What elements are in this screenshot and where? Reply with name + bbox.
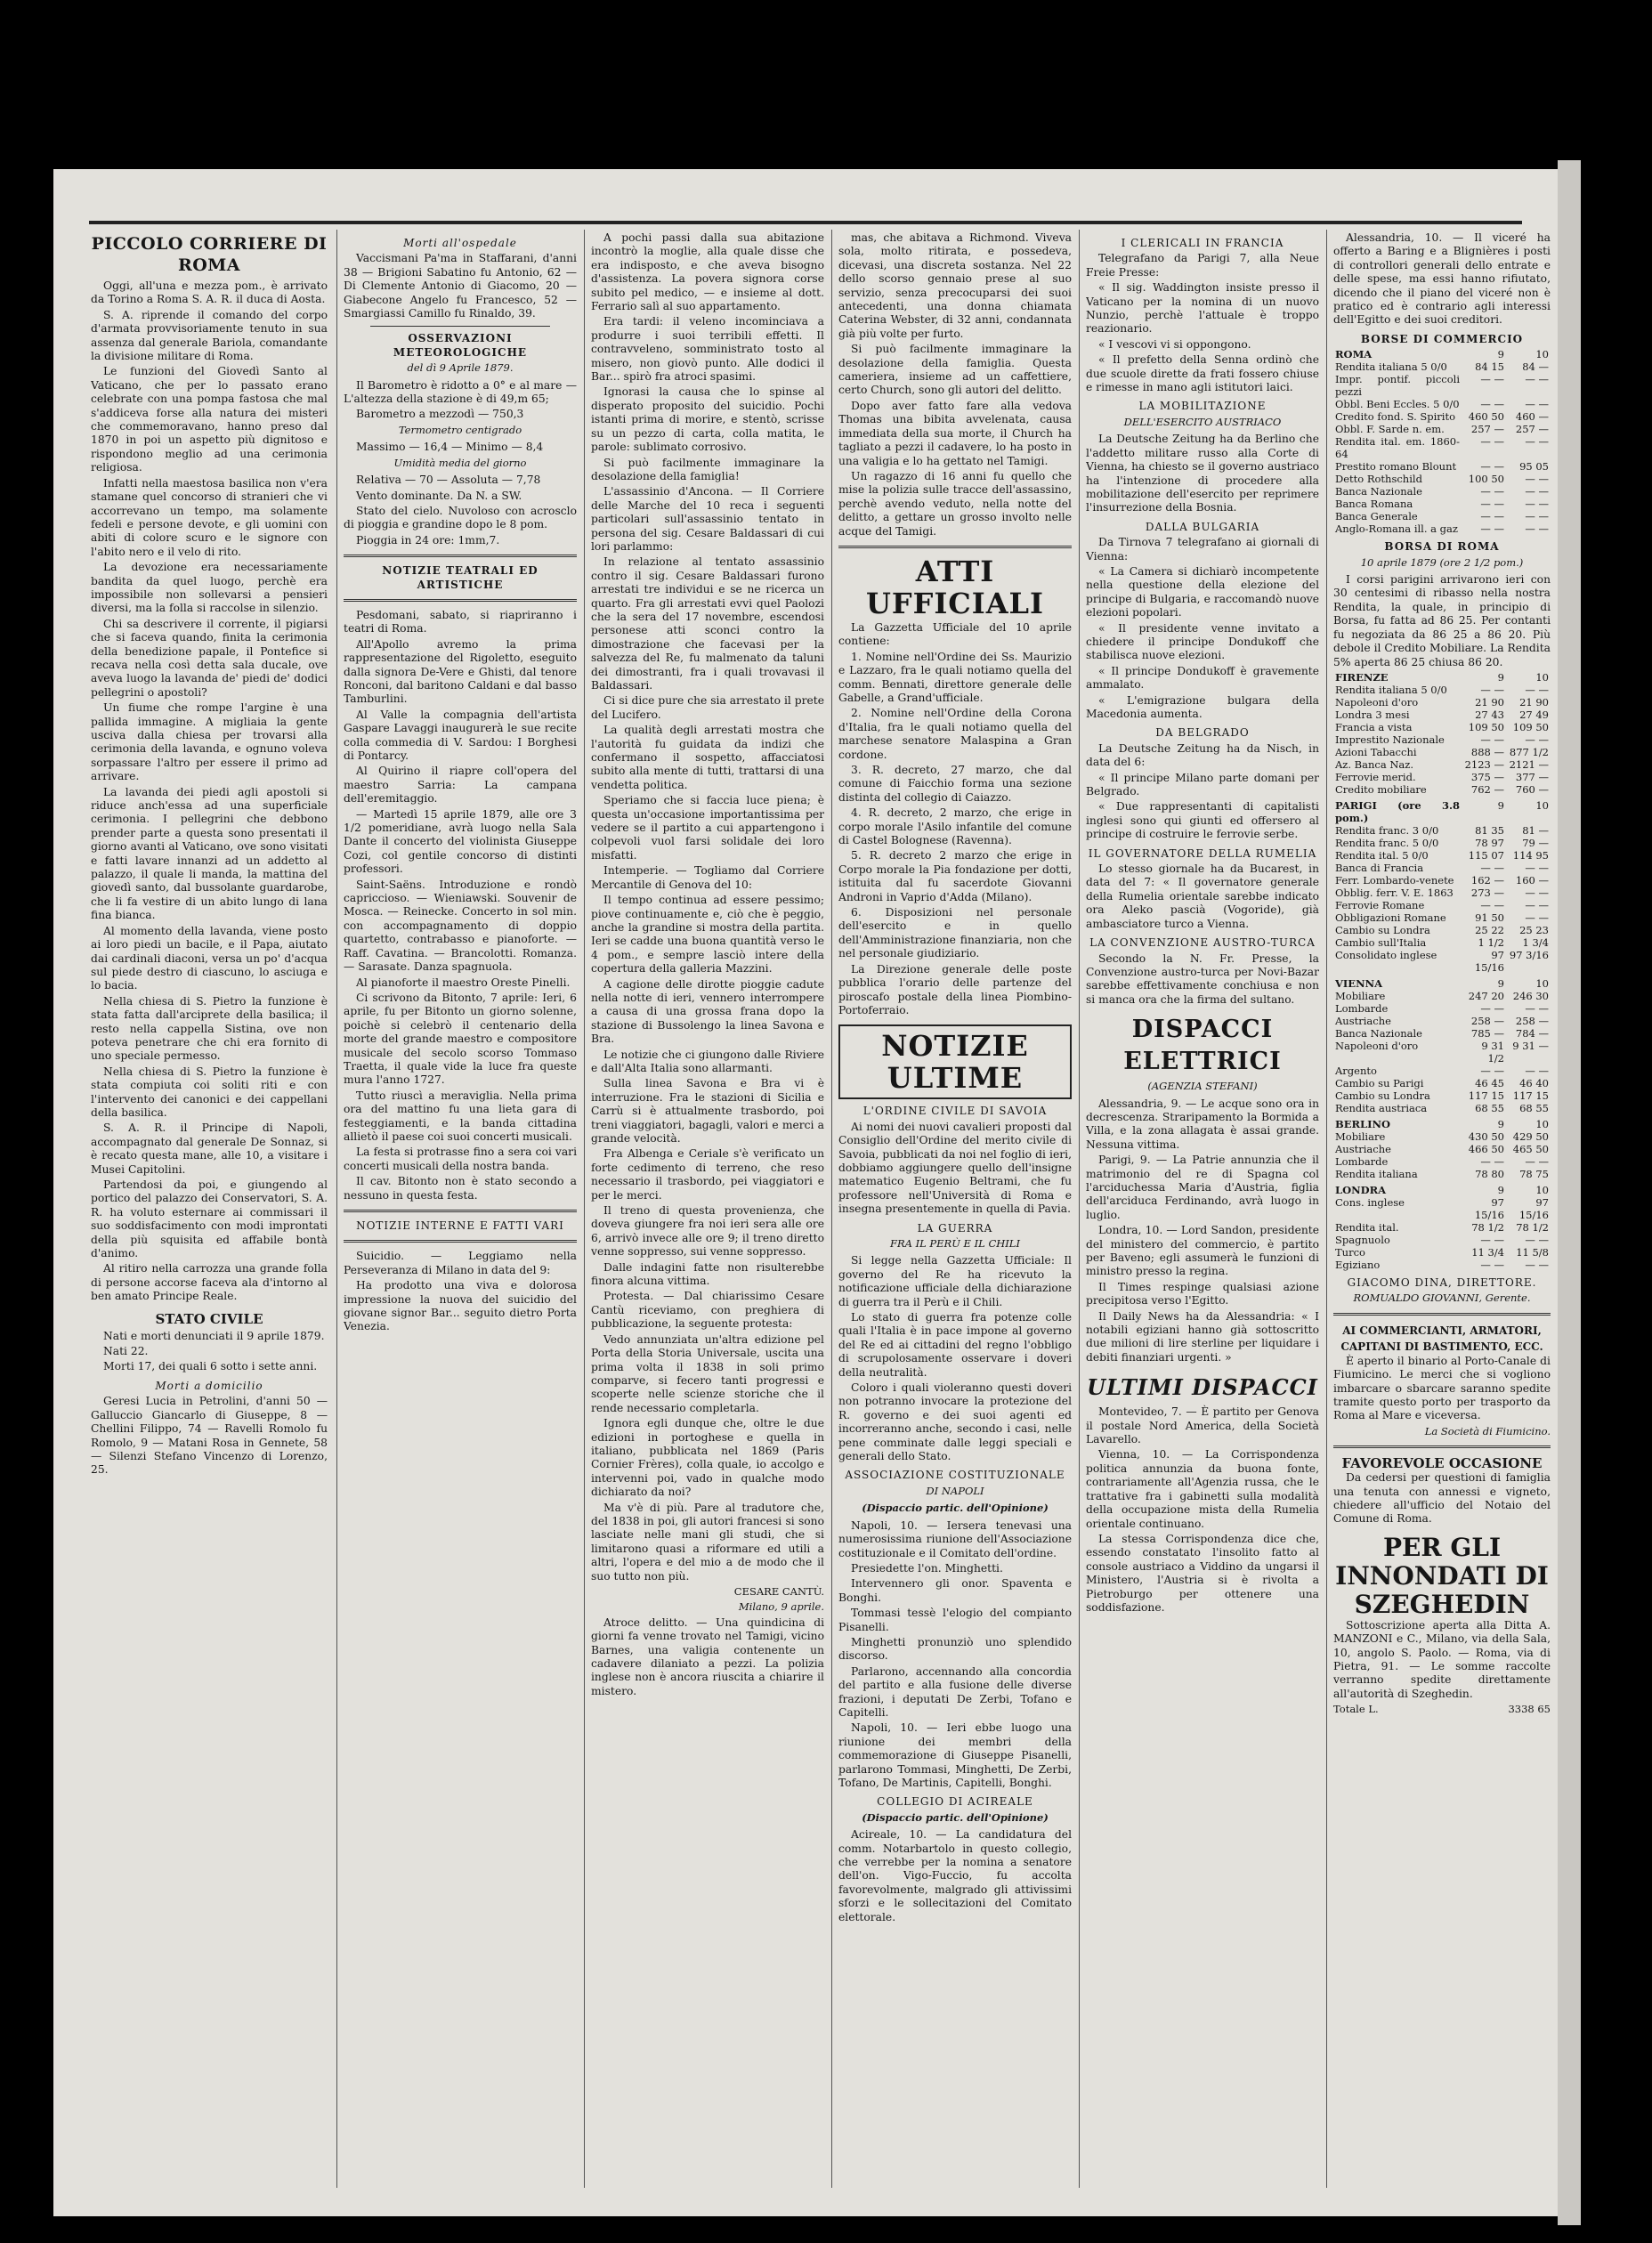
paragraph: 3. R. decreto, 27 marzo, che dal comune di Faicchio forma una sezione distinta del collegio di Caiazzo.: [838, 764, 1072, 804]
section-title: I CLERICALI IN FRANCIA: [1121, 237, 1284, 249]
table-row: Banca Generale — — — —: [1335, 510, 1549, 523]
top-rule: [89, 221, 1522, 224]
paragraph: La Gazzetta Ufficiale del 10 aprile contiene:: [838, 620, 1072, 648]
section-title: NOTIZIE INTERNE E FATTI VARI: [356, 1219, 564, 1232]
table-row: Cambio su Londra 25 22 25 23: [1335, 923, 1549, 936]
table-header: 9: [1497, 1183, 1504, 1196]
paragraph: Nella chiesa di S. Pietro la funzione è stata fatta dall'arciprete della basilica; il resto nella cappella Sistina, ove non poteva penetrare che chi era fornito di uno speciale permesso.: [91, 994, 328, 1063]
section-title: DALLA BULGARIA: [1145, 520, 1260, 533]
table-row: Obbl. F. Sarde n. em. 257 — 257 —: [1335, 423, 1549, 436]
paragraph: Parigi, 9. — La Patrie annunzia che il matrimonio del re di Spagna col l'arciduchessa Maria d'Austria, figlia dell'arciduca Ferdinando, avrà luogo in luglio.: [1086, 1154, 1319, 1221]
table-row: Impr. pontif. piccoli pezzi — — — —: [1335, 373, 1549, 399]
newspaper-page: [53, 169, 1558, 2216]
section-title: LA MOBILITAZIONE: [1138, 400, 1267, 413]
section-title: DISPACCI ELETTRICI: [1123, 1016, 1282, 1076]
subheading: del dì 9 Aprile 1879.: [407, 361, 514, 375]
paragraph: Atroce delitto. — Una quindicina di giorni fa venne trovato nel Tamigi, vicino Barnes, una valigia contenente un cadavere dilaniato a pezzi. La polizia inglese non è ancora riuscita a chiarire il mistero.: [591, 1615, 824, 1697]
ad-title: AI COMMERCIANTI, ARMATORI, CAPITANI DI BASTIMENTO, ECC.: [1340, 1324, 1543, 1353]
paragraph: Coloro i quali violeranno questi doveri non potranno invocare la protezione del R. governo e dei suoi agenti ed incorreranno anche, secondo i casi, nelle pene comminate dalle leggi speciali e generali dello Stato.: [838, 1381, 1072, 1463]
paragraph: Montevideo, 7. — È partito per Genova il postale Nord America, della Società Lavarello.: [1086, 1405, 1319, 1446]
director-line: GIACOMO DINA, DIRETTORE.: [1347, 1275, 1537, 1289]
table-row: Rendita austriaca 68 55 68 55: [1335, 1101, 1549, 1114]
paragraph: Alessandria, 9. — Le acque sono ora in decrescenza. Straripamento la Bormida a Villa, e la zona allagata è assai grande. Nessuna vittima.: [1086, 1097, 1319, 1151]
table-row: Spagnuolo — — — —: [1335, 1233, 1549, 1246]
section-title: ULTIMI DISPACCI: [1087, 1374, 1318, 1401]
table-header: ROMA: [1335, 348, 1373, 361]
paragraph: Da Tirnova 7 telegrafano ai giornali di Vienna:: [1086, 536, 1319, 563]
column-divider: [1326, 230, 1327, 2188]
paragraph: « Due rappresentanti di capitalisti inglesi sono qui giunti ed offersero al principe di costruire le ferrovie serbe.: [1086, 800, 1319, 841]
table-row: Lombarde — — — —: [1335, 1001, 1549, 1015]
section-title: NOTIZIE ULTIME: [838, 1024, 1072, 1099]
signature: CESARE CANTÙ.: [733, 1585, 824, 1598]
paragraph: Vedo annunziata un'altra edizione pel Porta della Storia Universale, uscita una prima volta il 1838 in soli primo comparve, si fecero tanti progressi e scoperte nelle scienze storiche che il rende necessario completarla.: [591, 1332, 824, 1414]
paragraph: A cagione delle dirotte pioggie cadute nella notte di ieri, vennero interrompere a causa di una grossa frana dopo la stazione di Bussolengo la linea Savona e Bra.: [591, 977, 824, 1046]
paragraph: Barometro a mezzodì — 750,3: [356, 408, 524, 421]
paragraph: La lavanda dei piedi agli apostoli si riduce anch'essa ad una superficiale cerimonia. I pellegrini che debbono prender parte a questa sono presentati il giorno avanti al Vaticano, ove sono visitati e fatti lavare innanzi ad un addetto al palazzo, il quale li manda, la mattina del giovedì santo, dal bussolante guardarobe, che li fa vestire di un abito lungo di lana fina bianca.: [91, 785, 328, 922]
table-row: Cambio su Parigi 46 45 46 40: [1335, 1076, 1549, 1089]
ad-signature: La Società di Fiumicino.: [1424, 1424, 1551, 1437]
paragraph: « I vescovi vi si oppongono.: [1098, 337, 1251, 351]
table-header: 9: [1497, 798, 1504, 812]
subheading: (Dispaccio partic. dell'Opinione): [862, 1810, 1049, 1824]
table-row: Banca Nazionale — — — —: [1335, 485, 1549, 498]
table-header: 10: [1535, 348, 1549, 361]
paragraph: Ci scrivono da Bitonto, 7 aprile: Ieri, 6 aprile, fu per Bitonto un giorno solenne, poichè si celebrò il centenario della morte del grande maestro e compositore musicale del secolo scorso Tommaso Traetta, il quale vide la luce fra queste mura l'anno 1727.: [344, 991, 577, 1087]
ad-title: FAVOREVOLE OCCASIONE: [1341, 1455, 1543, 1472]
section-title: IL GOVERNATORE DELLA RUMELIA: [1088, 846, 1317, 860]
paragraph: Ignora egli dunque che, oltre le due edizioni in portoghese e quella in italiano, pubblicata nel 1869 (Paris Cornier Frères), colla quale, io accolgo e intervenni poi, vado in qualche modo dichiarato da noi?: [591, 1417, 824, 1499]
table-row: Mobiliare 247 20 246 30: [1335, 989, 1549, 1002]
paragraph: Nati e morti denunciati il 9 aprile 1879.: [103, 1329, 325, 1342]
column-divider: [1079, 230, 1080, 2188]
paragraph: Partendosi da poi, e giungendo al portico del palazzo dei Conservatori, S. A. R. ha voluto esternare ai commissari il suo soddisfacimento con modi improntati della più squisita ed affabile bontà d'animo.: [91, 1178, 328, 1260]
paragraph: Saint-Saëns. Introduzione e rondò capriccioso. — Wieniawski. Souvenir de Mosca. — Reinecke. Concerto in sol min. con accompagnamento di doppio quartetto, contrabasso e pianoforte. — Raff. Cavatina. — Brancolotti. Romanza. — Sarasate. Danza spagnuola.: [344, 878, 577, 974]
table-row: Francia a vista 109 50 109 50: [1335, 720, 1549, 733]
table-row: Napoleoni d'oro 21 90 21 90: [1335, 695, 1549, 709]
table-row: Rendita italiana 5 0/0 84 15 84 —: [1335, 360, 1549, 374]
paragraph: Al pianoforte il maestro Oreste Pinelli.: [356, 976, 571, 989]
subheading: FRA IL PERÙ E IL CHILI: [889, 1236, 1020, 1250]
paragraph: Era tardi: il veleno incominciava a produrre i suoi terribili effetti. Il contravveleno, somministrato tosto al misero, non giovò punto. Alle dodici il Bar... spirò fra atroci spasimi.: [591, 315, 824, 384]
paragraph: La Deutsche Zeitung ha da Nisch, in data del 6:: [1086, 741, 1319, 769]
column-divider: [336, 230, 337, 2188]
paragraph: Sulla linea Savona e Bra vi è interruzione. Fra le stazioni di Sicilia e Carrù si è attualmente trasbordo, poi treni viaggiatori, bagagli, valori e merci a grande velocità.: [591, 1077, 824, 1145]
paragraph: Lo stato di guerra fra potenze colle quali l'Italia è in pace impone al governo del Re ed ai cittadini del regno l'obbligo di scrupolosamente osservare i doveri della neutralità.: [838, 1311, 1072, 1379]
column-3: [591, 231, 824, 2190]
paragraph: All'Apollo avremo la prima rappresentazione del Rigoletto, eseguito dalla signora De-Vere e Ghisti, dal tenore Ronconi, dal baritono Caldani e dal basso Tamburlini.: [344, 637, 577, 706]
paragraph: Un fiume che rompe l'argine è una pallida immagine. A migliaia la gente usciva dalla chiesa per trovarsi alla cerimonia della lavanda, e ognuno voleva sorpassare l'altro per essere il primo ad arrivare.: [91, 701, 328, 783]
paragraph: Napoli, 10. — Iersera tenevasi una numerosissima riunione dell'Associazione costituzionale e il Comitato dell'ordine.: [838, 1518, 1072, 1559]
table-header: 9: [1497, 348, 1504, 361]
section-title: ATTI UFFICIALI: [865, 554, 1045, 620]
table-header: 10: [1535, 976, 1549, 990]
total-line: [1333, 1703, 1551, 1716]
table-header: BERLINO: [1335, 1117, 1391, 1130]
paragraph: Acireale, 10. — La candidatura del comm. Notarbartolo in questo collegio, che verrebbe per la nomina a senatore dell'on. Vigo-Fuccio, fu accolta favorevolmente, malgrado gli attivissimi sforzi e le sollecitazioni del Comitato elettorale.: [838, 1828, 1072, 1923]
quotes-table-berlino: [1333, 1118, 1551, 1180]
table-row: Consolidato inglese 97 15/16 97 3/16: [1335, 948, 1549, 974]
quotes-table-londra: [1333, 1184, 1551, 1271]
section-title: BORSE DI COMMERCIO: [1360, 332, 1524, 345]
double-rule: [344, 1210, 577, 1212]
paragraph: La devozione era necessariamente bandita da quel luogo, perchè era impossibile non sollevarsi a pensieri diversi, ma la folla si raccolse in silenzio.: [91, 561, 328, 615]
paragraph: Al ritiro nella carrozza una grande folla di persone accorse faceva ala d'intorno al ben amato Principe Reale.: [91, 1262, 328, 1303]
paragraph: Protesta. — Dal chiarissimo Cesare Cantù riceviamo, con preghiera di pubblicazione, la seguente protesta:: [591, 1290, 824, 1331]
subheading: (Dispaccio partic. dell'Opinione): [862, 1502, 1049, 1515]
section-title: PICCOLO CORRIERE DI ROMA: [91, 234, 328, 275]
table-row: Ferrovie merid. 375 — 377 —: [1335, 770, 1549, 783]
paragraph: Il Times respinge qualsiasi azione precipitosa verso l'Egitto.: [1086, 1280, 1319, 1308]
paragraph: mas, che abitava a Richmond. Viveva sola, molto ritirata, e possedeva, dicevasi, una discreta sostanza. Nel 22 dello scorso gennaio prese al suo servizio, senza precocuparsi dei suoi antecedenti, una donna chiamata Caterina Webster, di 32 anni, condannata già più volte per furto.: [838, 231, 1072, 340]
double-rule: [344, 555, 577, 557]
quotes-table-roma: [1333, 348, 1551, 535]
paragraph: In relazione al tentato assassinio contro il sig. Cesare Baldassari furono arrestati tre individui e se ne ricerca un quarto. Fra gli arrestati evvi quel Paolozi che la sera del 17 novembre, escendosi personese atti sconci contro la dimostrazione che facevasi per la salvezza del Re, fu malmenato da taluni dei dimostranti, fra i quali trovavasi il Baldassari.: [591, 555, 824, 692]
table-header: VIENNA: [1335, 976, 1383, 990]
paragraph: Parlarono, accennando alla concordia del partito e alla fusione delle diverse frazioni, i deputati De Zerbi, Tofano e Capitelli.: [838, 1664, 1072, 1719]
ad-text: È aperto il binario al Porto-Canale di Fiumicino. Le merci che si vogliono imbarcare o sbarcare saranno spedite tramite questo porto per trasporto da Roma al Mare e viceversa.: [1333, 1354, 1551, 1422]
paragraph: Il Barometro è ridotto a 0° e al mare — L'altezza della stazione è di 49,m 65;: [344, 378, 577, 406]
subheading: Morti all'ospedale: [403, 237, 517, 249]
column-4: [838, 231, 1072, 2190]
paragraph: Londra, 10. — Lord Sandon, presidente del ministero del commercio, è partito per Baveno; egli assumerà le funzioni di ministro presso la regina.: [1086, 1224, 1319, 1278]
paragraph: Intemperie. — Togliamo dal Corriere Mercantile di Genova del 10:: [591, 864, 824, 891]
paragraph: Al Valle la compagnia dell'artista Gaspare Lavaggi inaugurerà le sue recite colla commedia di V. Sardou: I Borghesi di Pontarcy.: [344, 708, 577, 762]
section-title: NOTIZIE TEATRALI ED ARTISTICHE: [382, 564, 539, 591]
paragraph: Geresi Lucia in Petrolini, d'anni 50 — Galluccio Giancarlo di Giuseppe, 8 — Chellini Filippo, 74 — Ravelli Romolo fu Romolo, 9 — Matani Rosa in Gennete, 58 — Silenzi Stefano Vincenzo di Lorenzo, 25.: [91, 1395, 328, 1477]
subheading: LA GUERRA: [917, 1221, 993, 1235]
paragraph: 6. Disposizioni nel personale dell'esercito e in quello dell'Amministrazione finanziaria, non che nel personale giudiziario.: [838, 906, 1072, 960]
subheading: (AGENZIA STEFANI): [1147, 1080, 1258, 1093]
paragraph: La Direzione generale delle poste pubblica l'orario delle partenze del piroscafo postale della linea Piombino-Portoferraio.: [838, 962, 1072, 1016]
table-row: Ferr. Lombardo-venete 162 — 160 —: [1335, 873, 1549, 887]
paragraph: « Il principe Dondukoff è gravemente ammalato.: [1086, 664, 1319, 692]
paragraph: 1. Nomine nell'Ordine dei Ss. Maurizio e Lazzaro, fra le quali notiamo quella del comm. Bennati, direttore generale delle Gabelle, a Grand'ufficiale.: [838, 650, 1072, 704]
column-divider: [584, 230, 585, 2188]
paragraph: S. A. R. il Principe di Napoli, accompagnato dal generale De Sonnaz, si è recato questa mane, alle 10, a visitare i Musei Capitolini.: [91, 1122, 328, 1176]
table-row: Rendita italiana 78 80 78 75: [1335, 1167, 1549, 1180]
table-row: Cambio sull'Italia 1 1/2 1 3/4: [1335, 935, 1549, 949]
total-label: Totale L.: [1333, 1703, 1379, 1716]
table-row: Rendita ital. 5 0/0 115 07 114 95: [1335, 848, 1549, 862]
table-row: Az. Banca Naz. 2123 — 2121 —: [1335, 757, 1549, 771]
table-row: Rendita ital. em. 1860-64 — — — —: [1335, 435, 1549, 461]
paragraph: Si può facilmente immaginare la desolazione della famiglia!: [591, 456, 824, 482]
subheading: Umidità media del giorno: [393, 456, 527, 469]
section-title: DA BELGRADO: [1155, 726, 1250, 740]
paragraph: Oggi, all'una e mezza pom., è arrivato da Torino a Roma S. A. R. il duca di Aosta.: [91, 279, 328, 306]
table-row: Rendita franc. 3 0/0 81 35 81 —: [1335, 823, 1549, 837]
subheading: 10 aprile 1879 (ore 2 1/2 pom.): [1360, 555, 1524, 569]
paragraph: Al Quirino il riapre coll'opera del maestro Sarria: La campana dell'eremitaggio.: [344, 765, 577, 806]
section-title: LA CONVENZIONE AUSTRO-TURCA: [1089, 936, 1316, 950]
paragraph: Alessandria, 10. — Il viceré ha offerto a Baring e a Blignières i posti di controllori generali dello entrate e delle spese, ma essi hanno rifiutato, dicendo che il piano del viceré non è pratico ed è contrario agli interessi dell'Egitto e dei suoi creditori.: [1333, 231, 1551, 327]
table-row: Obbl. Beni Eccles. 5 0/0 — — — —: [1335, 398, 1549, 411]
table-row: Argento — — — —: [1335, 1064, 1549, 1077]
paragraph: La festa si protrasse fino a sera coi vari concerti musicali della nostra banda.: [344, 1146, 577, 1172]
double-rule: [344, 599, 577, 602]
subheading: ASSOCIAZIONE COSTITUZIONALE: [845, 1469, 1065, 1482]
paragraph: 5. R. decreto 2 marzo che erige in Corpo morale la Pia fondazione per dotti, istituita dal fu sacerdote Giovanni Androni in Vaprio d'Adda (Milano).: [838, 849, 1072, 903]
table-header: 10: [1535, 670, 1549, 684]
table-row: Cons. inglese 97 15/16 97 15/16: [1335, 1195, 1549, 1221]
paragraph: Napoli, 10. — Ieri ebbe luogo una riunione dei membri della commemorazione di Giuseppe Pisanelli, parlarono Tommasi, Minghetti, De Zerbi, Tofano, De Martinis, Capitelli, Bonghi.: [838, 1721, 1072, 1789]
paragraph: Vento dominante. Da N. a SW.: [356, 489, 522, 502]
ad-text: Sottoscrizione aperta alla Ditta A. MANZONI e C., Milano, via della Sala, 10, angolo S. Paolo. — Roma, via di Pietra, 91. — Le somme raccolte verranno spedite direttamente all'autorità di Szeghedin.: [1333, 1618, 1551, 1700]
paragraph: Secondo la N. Fr. Presse, la Convenzione austro-turca per Novi-Bazar sarebbe effettivamente conchiusa e non si manca ora che la firma del sultano.: [1086, 951, 1319, 1006]
double-rule: [1333, 1313, 1551, 1316]
paragraph: Pioggia in 24 ore: 1mm,7.: [356, 533, 500, 547]
total-value: 3338 65: [1508, 1703, 1551, 1716]
table-header: LONDRA: [1335, 1183, 1387, 1196]
column-divider: [831, 230, 832, 2188]
column-1: [91, 231, 328, 2190]
paragraph: S. A. riprende il comando del corpo d'armata provvisoriamente tenuto in sua assenza dal generale Bariola, comandante la divisione militare di Roma.: [91, 308, 328, 363]
ad-text: Da cedersi per questioni di famiglia una tenuta con annessi e vigneto, chiedere all'ufficio del Notaio del Comune di Roma.: [1333, 1471, 1551, 1526]
paragraph: Intervennero gli onor. Spaventa e Bonghi.: [838, 1577, 1072, 1604]
paragraph: « Il principe Milano parte domani per Belgrado.: [1086, 771, 1319, 798]
paragraph: Tutto riuscì a meraviglia. Nella prima ora del mattino fu una lieta gara di festeggiamenti, e la banda cittadina allietò il paese coi suoi concerti musicali.: [344, 1089, 577, 1143]
table-row: Azioni Tabacchi 888 — 877 1/2: [1335, 745, 1549, 758]
paragraph: Si legge nella Gazzetta Ufficiale: Il governo del Re ha ricevuto la notificazione ufficiale della dichiarazione di guerra tra il Perù e il Chili.: [838, 1254, 1072, 1308]
table-row: Imprestito Nazionale — — — —: [1335, 733, 1549, 746]
paragraph: Presiedette l'on. Minghetti.: [851, 1561, 1003, 1575]
section-title: BORSA DI ROMA: [1384, 540, 1500, 554]
paragraph: Ci si dice pure che sia arrestato il prete del Lucifero.: [591, 694, 824, 721]
section-title: STATO CIVILE: [155, 1310, 263, 1327]
paragraph: Massimo — 16,4 — Minimo — 8,4: [356, 441, 544, 454]
paragraph: La Deutsche Zeitung ha da Berlino che l'addetto militare russo alla Corte di Vienna, ha chiesto se il governo austriaco ha l'intenzione di procedere alla mobilitazione dell'esercito per reprimere l'insurrezione della Bosnia.: [1086, 433, 1319, 514]
table-row: Obbligazioni Romane 91 50 — —: [1335, 911, 1549, 924]
table-header: 10: [1535, 798, 1549, 812]
paragraph: Il tempo continua ad essere pessimo; piove continuamente e, ciò che è peggio, anche la grandine si mostra della partita. Ieri se cadde una buona quantità verso le 4 pom., e sempre lasciò intere della copertura della galleria Mazzini.: [591, 894, 824, 976]
table-header: FIRENZE: [1335, 670, 1389, 684]
paragraph: Vaccismani Pa'ma in Staffarani, d'anni 38 — Brigioni Sabatino fu Antonio, 62 — Di Clemente Antonio di Giacomo, 20 — Giabecone Angelo fu Francesco, 52 — Smargiassi Camillo fu Rinaldo, 39.: [344, 252, 577, 320]
table-row: Lombarde — — — —: [1335, 1154, 1549, 1168]
column-6: [1333, 231, 1551, 2190]
subheading: COLLEGIO DI ACIREALE: [877, 1795, 1033, 1809]
paragraph: « L'emigrazione bulgara della Macedonia aumenta.: [1086, 693, 1319, 720]
table-row: Cambio su Londra 117 15 117 15: [1335, 1089, 1549, 1102]
paragraph: Le notizie che ci giungono dalle Riviere e dall'Alta Italia sono allarmanti.: [591, 1048, 824, 1074]
paragraph: Dopo aver fatto fare alla vedova Thomas una bibita avvelenata, causa immediata della sua morte, il Church ha tagliato a pezzi il cadavere, lo ha posto in una valigia e lo ha gettato nel Tamigi.: [838, 399, 1072, 467]
subheading: L'ORDINE CIVILE DI SAVOIA: [862, 1105, 1048, 1118]
paragraph: Si può facilmente immaginare la desolazione della famiglia. Questa cameriera, insieme ad un caffettiere, certo Church, sono gli autori del delitto.: [838, 343, 1072, 397]
table-row: Obblig. ferr. V. E. 1863 273 — — —: [1335, 886, 1549, 899]
table-header: 9: [1497, 670, 1504, 684]
paragraph: Fra Albenga e Ceriale s'è verificato un forte cedimento di terreno, che reso necessario il trasbordo, pei viaggiatori e per le merci.: [591, 1147, 824, 1202]
paragraph: — Martedì 15 aprile 1879, alle ore 3 1/2 pomeridiane, avrà luogo nella Sala Dante il concerto del violinista Giuseppe Cozi, col gentile concorso di distinti professori.: [344, 807, 577, 876]
page-edge: [1558, 160, 1581, 2225]
double-rule: [344, 1240, 577, 1243]
table-row: Banca di Francia — — — —: [1335, 861, 1549, 874]
paragraph: L'assassinio d'Ancona. — Il Corriere delle Marche del 10 reca i seguenti particolari sull'assassinio tentato in persona del sig. Cesare Baldassari di cui lori parlammo:: [591, 485, 824, 553]
paragraph: Telegrafano da Parigi 7, alla Neue Freie Presse:: [1086, 252, 1319, 279]
table-row: Banca Romana — — — —: [1335, 498, 1549, 511]
paragraph: Speriamo che si faccia luce piena; è questa un'occasione importantissima per vedere se il partito a cui appartengono i colpevoli vuol farsi solidale dei loro misfatti.: [591, 794, 824, 862]
subheading: Termometro centigrado: [398, 423, 522, 436]
paragraph: Infatti nella maestosa basilica non v'era stamane quel concorso di stranieri che vi accorrevano un tempo, ma solamente fedeli e persone devote, e gli uomini con abiti di colore scuro e le signore con l'abito nero e il velo di rito.: [91, 476, 328, 558]
table-row: Credito fond. S. Spirito 460 50 460 —: [1335, 410, 1549, 424]
quotes-table-vienna: [1333, 977, 1551, 1114]
table-row: Londra 3 mesi 27 43 27 49: [1335, 708, 1549, 721]
table-header: 9: [1497, 976, 1504, 990]
paragraph: Ma v'è di più. Pare al tradutore che, del 1838 in poi, gli autori francesi si sono lasciate nelle mani gli studi, che si limitarono quasi a riformare ed utili a altri, l'opera e del mio a de modo che il suo tutto non più.: [591, 1501, 824, 1583]
paragraph: I corsi parigini arrivarono ieri con 30 centesimi di ribasso nella nostra Rendita, la quale, in principio di Borsa, fu fatta ad 86 25. Per contanti fu negoziata da 86 25 a 86 20. Più debole il Credito Mobiliare. La Rendita 5% aperta 86 25 chiusa 86 20.: [1333, 573, 1551, 668]
table-header: 10: [1535, 1117, 1549, 1130]
table-row: Anglo-Romana ill. a gaz — — — —: [1335, 522, 1549, 536]
separator: [370, 326, 550, 327]
paragraph: Nati 22.: [103, 1345, 149, 1358]
subheading: Morti a domicilio: [155, 1379, 263, 1392]
table-header: 10: [1535, 1183, 1549, 1196]
paragraph: Il Daily News ha da Alessandria: « I notabili egiziani hanno già sottoscritto due milioni di lire sterline per liquidare i debiti finanziari urgenti. »: [1086, 1309, 1319, 1364]
paragraph: « Il sig. Waddington insiste presso il Vaticano per la nomina di un nuovo Nunzio, perchè l'attuale è troppo reazionario.: [1086, 281, 1319, 336]
paragraph: Ai nomi dei nuovi cavalieri proposti dal Consiglio dell'Ordine del merito civile di Savoia, pubblicati da noi nel foglio di ieri, dobbiamo aggiungere quello dell'insigne matematico Eugenio Beltrami, che fu professore nell'Università di Roma e insegna presentemente in quella di Pavia.: [838, 1120, 1072, 1216]
paragraph: Tommasi tessè l'elogio del compianto Pisanelli.: [838, 1607, 1072, 1633]
table-row: Napoleoni d'oro 9 31 1/2 9 31 —: [1335, 1039, 1549, 1065]
table-row: Austriache 466 50 465 50: [1335, 1142, 1549, 1155]
paragraph: 4. R. decreto, 2 marzo, che erige in corpo morale l'Asilo infantile del comune di Castel Bolognese (Ravenna).: [838, 806, 1072, 847]
table-header: 9: [1497, 1117, 1504, 1130]
table-row: Austriache 258 — 258 —: [1335, 1014, 1549, 1027]
quotes-table-parigi: [1333, 799, 1551, 974]
paragraph: Ignorasi la causa che lo spinse al disperato proposito del suicidio. Pochi istanti prima di morire, e stentò, scrisse su un pezzo di carta, colla matita, le parole: sublimato corrosivo.: [591, 385, 824, 454]
column-2: [344, 231, 577, 2190]
table-row: Ferrovie Romane — — — —: [1335, 898, 1549, 911]
paragraph: Dalle indagini fatte non risulterebbe finora alcuna vittima.: [591, 1260, 824, 1288]
table-row: Rendita franc. 5 0/0 78 97 79 —: [1335, 836, 1549, 849]
double-rule: [838, 546, 1072, 548]
section-title: OSSERVAZIONI METEOROLOGICHE: [393, 332, 528, 359]
paragraph: Lo stesso giornale ha da Bucarest, in data del 7: « Il governatore generale della Rumelia orientale sarebbe indicato ora Aleko pascià (Vogoride), già ambasciatore turco a Vienna.: [1086, 862, 1319, 930]
subheading: DELL'ESERCITO AUSTRIACO: [1123, 415, 1282, 428]
paragraph: Suicidio. — Leggiamo nella Perseveranza di Milano in data del 9:: [344, 1250, 577, 1276]
quotes-table-firenze: [1333, 671, 1551, 796]
table-header: PARIGI (ore 3.8 pom.): [1335, 798, 1460, 824]
table-row: Rendita italiana 5 0/0 — — — —: [1335, 683, 1549, 696]
paragraph: 2. Nomine nell'Ordine della Corona d'Italia, fra le quali notiamo quella del marchese senatore Malaspina a Gran cordone.: [838, 707, 1072, 761]
double-rule: [1333, 1445, 1551, 1448]
paragraph: « Il prefetto della Senna ordinò che due scuole dirette da frati fossero chiuse e rimesse in mano agli istitutori laici.: [1086, 353, 1319, 394]
paragraph: Un ragazzo di 16 anni fu quello che mise la polizia sulle tracce dell'assassino, perchè avendo veduto, nella notte del delitto, a gettare un grosso involto nelle acque del Tamigi.: [838, 469, 1072, 538]
table-row: Turco 11 3/4 11 5/8: [1335, 1245, 1549, 1259]
paragraph: Minghetti pronunziò uno splendido discorso.: [838, 1635, 1072, 1663]
paragraph: Il treno di questa provenienza, che doveva giungere fra noi ieri sera alle ore 6, arrivò invece alle ore 9; il treno diretto venne soppresso, sui venne soppresso.: [591, 1204, 824, 1259]
subheading: DI NAPOLI: [926, 1484, 984, 1497]
paragraph: Al momento della lavanda, viene posto ai loro piedi un bacile, e il Papa, aiutato dai cardinali diaconi, versa un po' d'acqua sul piede destro di ciascuno, lo asciuga e lo bacia.: [91, 924, 328, 992]
manager-line: ROMUALDO GIOVANNI, Gerente.: [1353, 1292, 1531, 1305]
paragraph: Vienna, 10. — La Corrispondenza politica annunzia da buona fonte, contrariamente all'Agenzia russa, che le trattative fra i gabinetti sulla modalità della occupazione mista della Rumelia orientale continuano.: [1086, 1448, 1319, 1530]
table-row: Mobiliare 430 50 429 50: [1335, 1130, 1549, 1143]
paragraph: Pesdomani, sabato, si riapriranno i teatri di Roma.: [344, 608, 577, 636]
table-row: Rendita ital. 78 1/2 78 1/2: [1335, 1220, 1549, 1234]
paragraph: A pochi passi dalla sua abitazione incontrò la moglie, alla quale disse che era indisposto, e che aveva bisogno d'assistenza. La povera signora corse subito pel medico, — e insieme al dott. Ferrario salì al suo appartamento.: [591, 231, 824, 313]
paragraph: Morti 17, dei quali 6 sotto i sette anni.: [103, 1360, 318, 1373]
paragraph: Chi sa descrivere il corrente, il pigiarsi che si faceva quando, finita la cerimonia della benedizione papale, il Pontefice si recava nella così detta sala ducale, ove aveva luogo la lavanda de' piedi de' dodici pellegrini o apostoli?: [91, 617, 328, 699]
table-row: Prestito romano Blount — — 95 05: [1335, 460, 1549, 474]
paragraph: « Il presidente venne invitato a chiedere il principe Dondukoff che stabilisca nuove elezioni.: [1086, 621, 1319, 662]
table-row: Banca Nazionale 785 — 784 —: [1335, 1026, 1549, 1040]
paragraph: Stato del cielo. Nuvoloso con acrosclo di pioggia e grandine dopo le 8 pom.: [344, 504, 577, 531]
paragraph: Ha prodotto una viva e dolorosa impressione la nuova del suicidio del giovane signor Bar... seguito dietro Porta Venezia.: [344, 1279, 577, 1333]
table-row: Detto Rothschild 100 50 — —: [1335, 473, 1549, 486]
paragraph: « La Camera si dichiarò incompetente nella questione della elezione del principe di Bulgaria, e raccomandò nuove elezioni popolari.: [1086, 564, 1319, 619]
column-5: [1086, 231, 1319, 2190]
dateline: Milano, 9 aprile.: [738, 1600, 824, 1614]
paragraph: Le funzioni del Giovedì Santo al Vaticano, che per lo passato erano celebrate con una pompa fastosa che mal s'addiceva forse alla natura dei misteri che commemoravano, hanno preso dal 1870 in poi un aspetto più dignitoso e rispondono meglio ad una cerimonia religiosa.: [91, 365, 328, 474]
paragraph: Relativa — 70 — Assoluta — 7,78: [356, 474, 541, 487]
paragraph: La stessa Corrispondenza dice che, essendo constatato l'insolito fatto al console austriaco a Viddino da ungarsi il Ministero, l'Austria si è rivolta a Pietroburgo per ottenere una soddisfazione.: [1086, 1532, 1319, 1614]
paragraph: Nella chiesa di S. Pietro la funzione è stata compiuta coi soliti riti e con l'intervento dei canonici e dei cappellani della basilica.: [91, 1065, 328, 1119]
table-row: Credito mobiliare 762 — 760 —: [1335, 782, 1549, 796]
ad-title: PER GLI INNONDATI DI SZEGHEDIN: [1335, 1532, 1549, 1619]
paragraph: Il cav. Bitonto non è stato secondo a nessuno in questa festa.: [344, 1175, 577, 1202]
paragraph: La qualità degli arrestati mostra che l'autorità fu guidata da indizi che confermano il sospetto, affacciatosi subito alla mente di tutti, trattarsi di una vendetta politica.: [591, 724, 824, 791]
table-row: Egiziano — — — —: [1335, 1258, 1549, 1271]
